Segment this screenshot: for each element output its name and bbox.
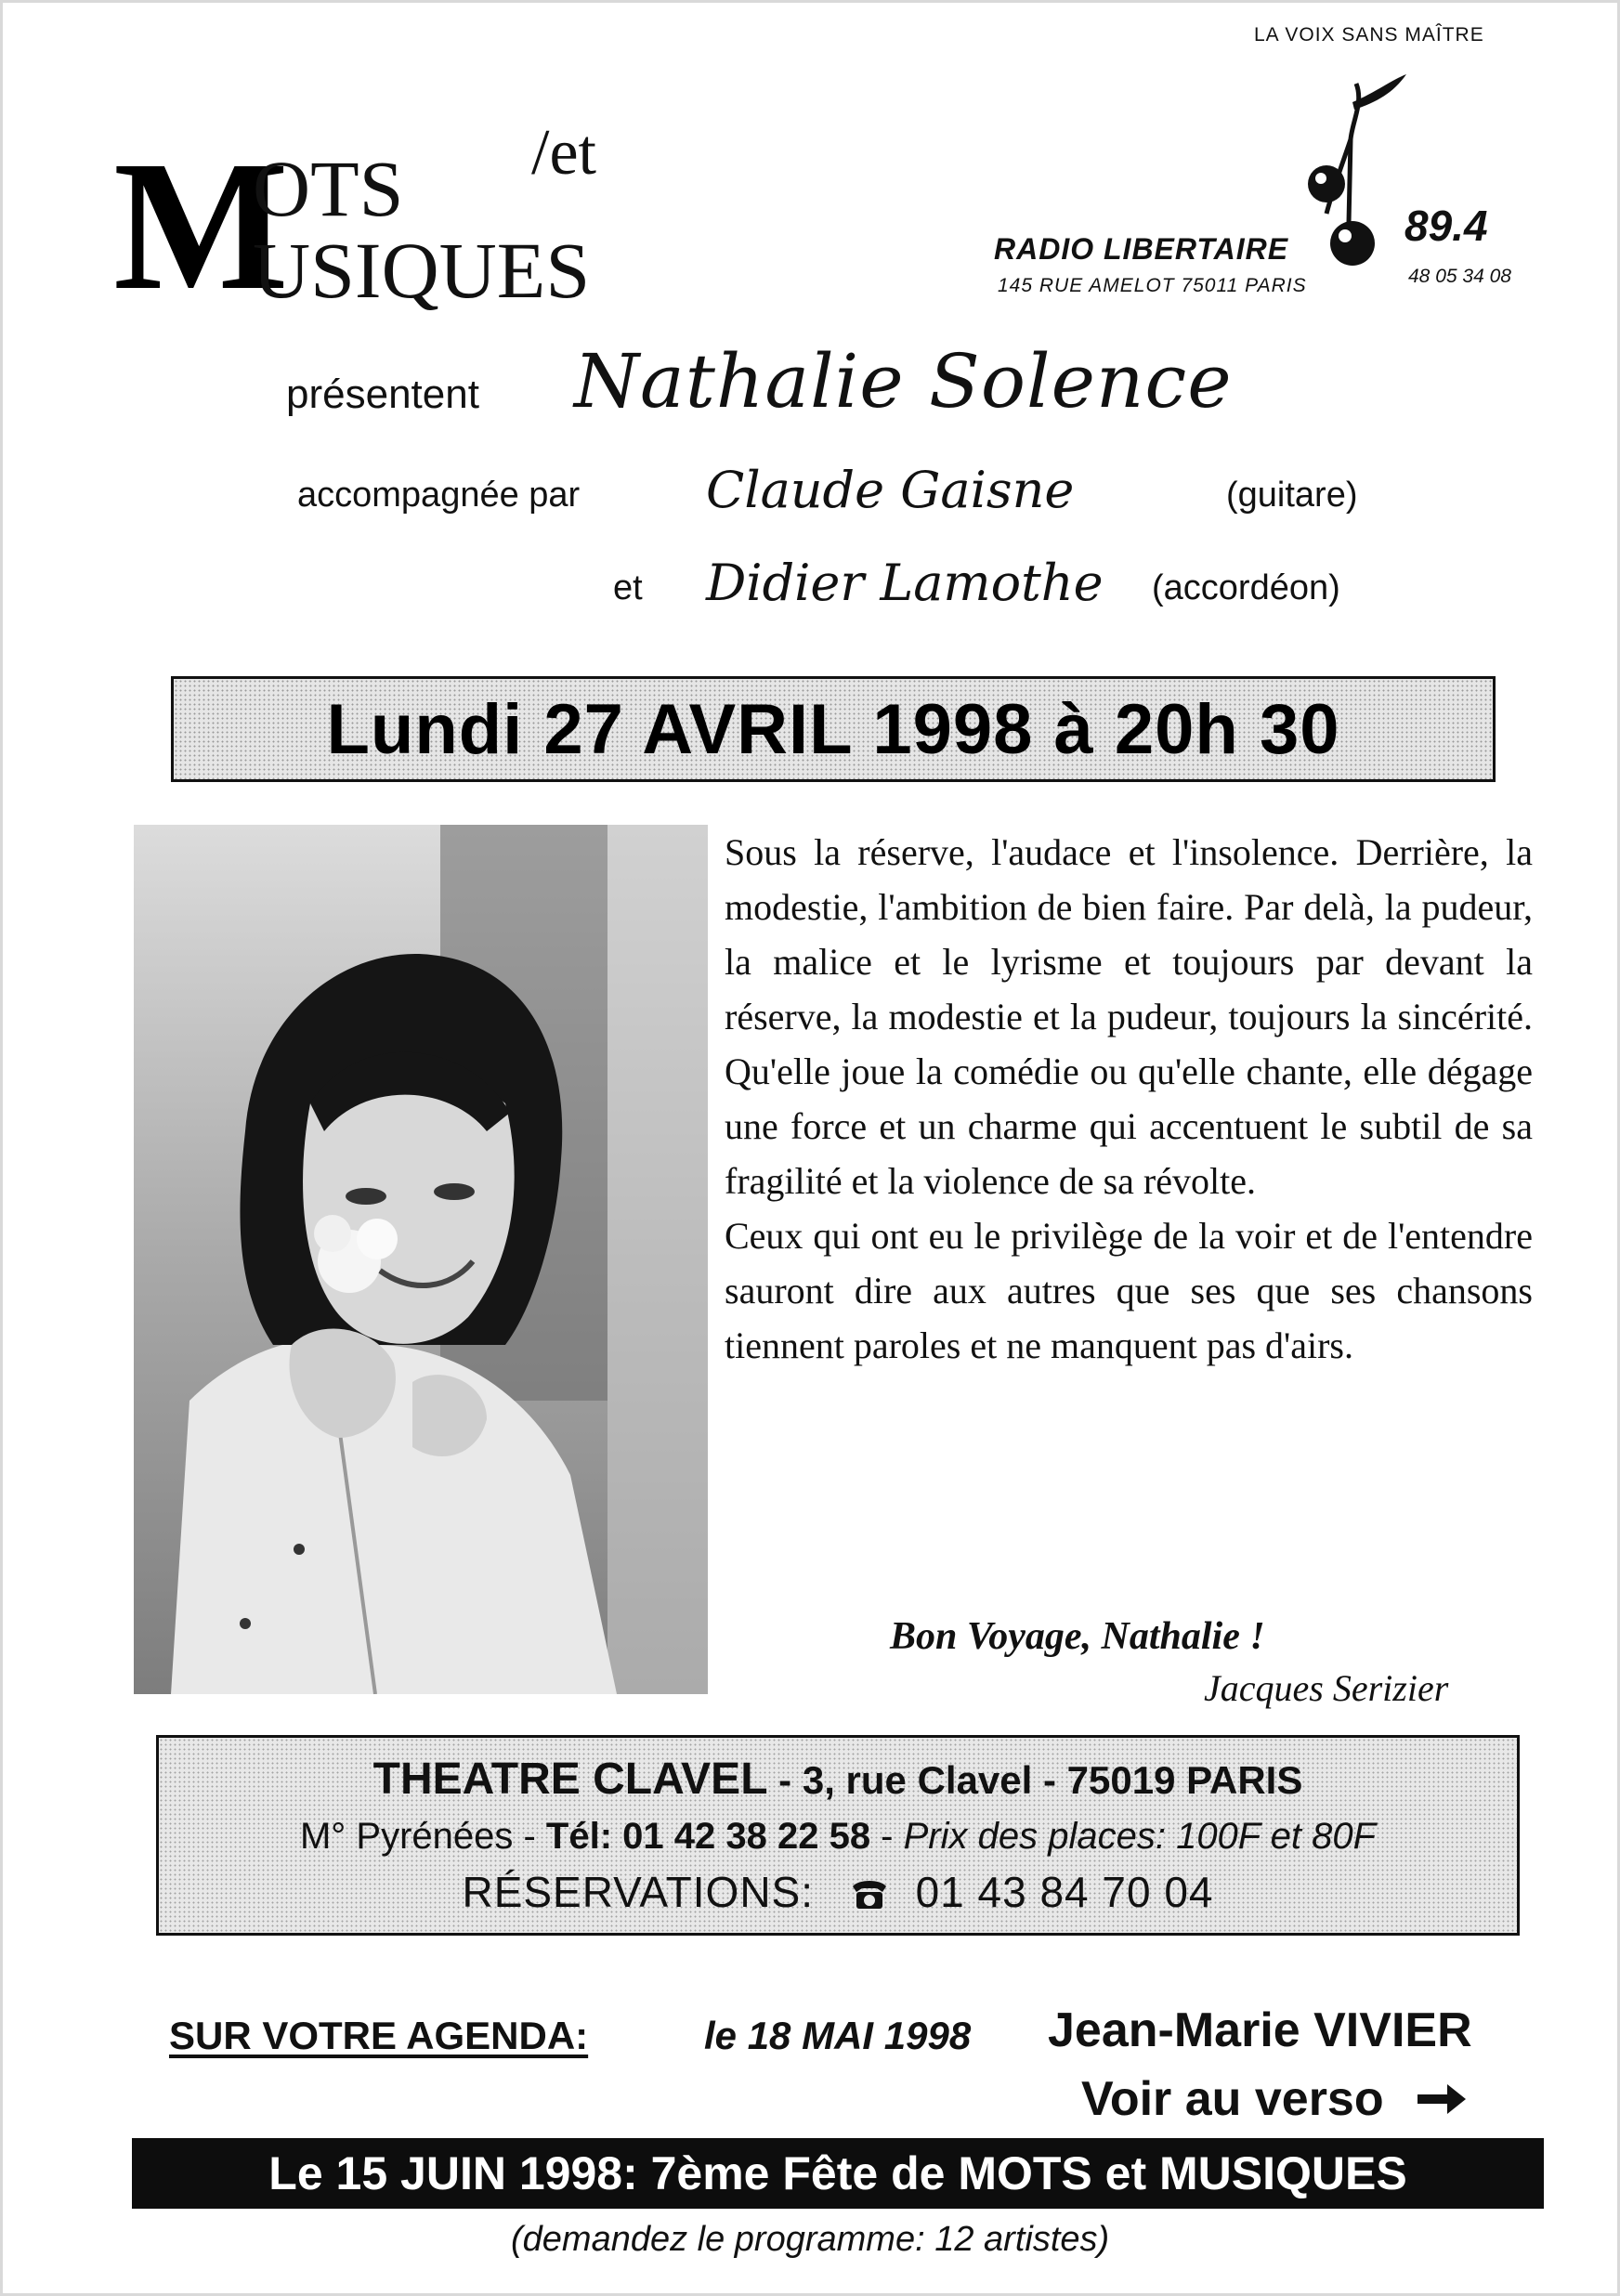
musician-2: Didier Lamothe	[706, 554, 1104, 612]
radio-slogan: LA VOIX SANS MAÎTRE	[1254, 24, 1484, 46]
venue-line-2	[159, 1809, 1517, 1863]
radio-frequency: 89.4	[1404, 202, 1488, 250]
logo-line-musiques: USIQUES	[253, 226, 591, 315]
accompanied-text: accompagnée par	[297, 476, 581, 515]
venue-line-1	[159, 1751, 1517, 1809]
artist-name: Nathalie Solence	[574, 338, 1233, 424]
event-date-box	[171, 676, 1496, 782]
venue-telephone: Tél: 01 42 38 22 58	[545, 1816, 871, 1857]
artist-photo	[134, 825, 708, 1694]
arrow-right-icon	[1414, 2081, 1470, 2118]
cherry-icon	[1300, 74, 1412, 279]
instrument-1: (guitare)	[1226, 476, 1358, 515]
venue-prices: Prix des places: 100F et 80F	[903, 1816, 1377, 1857]
agenda-artist: Jean-Marie VIVIER	[1048, 2003, 1472, 2057]
agenda-label: SUR VOTRE AGENDA:	[169, 2014, 589, 2057]
description-text	[725, 825, 1533, 1373]
logo-initial: M	[113, 124, 285, 329]
venue-address: 3, rue Clavel - 75019 PARIS	[802, 1758, 1303, 1802]
musician-1: Claude Gaisne	[706, 461, 1075, 519]
logo-et: /et	[531, 117, 596, 189]
signoff: Bon Voyage, Nathalie !	[890, 1615, 1265, 1658]
radio-address: 145 RUE AMELOT 75011 PARIS	[998, 275, 1307, 296]
venue-separator-1: -	[767, 1758, 803, 1802]
mots-musiques-logo	[113, 117, 652, 329]
logo-line-mots: OTS	[253, 144, 404, 233]
presents-text: présentent	[286, 372, 479, 417]
and-text: et	[613, 568, 643, 607]
reservations-label: RÉSERVATIONS:	[462, 1868, 814, 1916]
venue-name: THEATRE CLAVEL	[372, 1755, 768, 1804]
radio-name: RADIO LIBERTAIRE	[994, 232, 1289, 266]
fete-banner	[132, 2138, 1544, 2209]
venue-separator-2: -	[513, 1816, 546, 1857]
venue-metro: M° Pyrénées	[299, 1816, 514, 1857]
fete-text: Le 15 JUIN 1998: 7ème Fête de MOTS et MUSIQUES	[268, 2147, 1407, 2199]
agenda-verso: Voir au verso	[1081, 2072, 1384, 2126]
reservations-phone: 01 43 84 70 04	[915, 1868, 1214, 1916]
venue-line-3	[159, 1863, 1517, 1921]
instrument-2: (accordéon)	[1152, 568, 1340, 607]
author-name: Jacques Serizier	[1204, 1667, 1449, 1709]
telephone-icon	[849, 1877, 890, 1911]
portrait-illustration	[134, 825, 708, 1694]
description-paragraph-2: Ceux qui ont eu le privilège de la voir et de l'entendre sauront dire aux autres que ses que ses chansons tiennent paroles et ne manquent pas d'airs.	[725, 1215, 1533, 1366]
programme-note: (demandez le programme: 12 artistes)	[511, 2220, 1110, 2259]
venue-box	[156, 1735, 1520, 1936]
radio-phone: 48 05 34 08	[1408, 266, 1511, 287]
description-paragraph-1: Sous la réserve, l'audace et l'insolence. Derrière, la modestie, l'ambition de bien faire. Par delà, la pudeur, la malice et le lyrisme et toujours par devant la réserve, la modestie et la pudeur, toujours la sincérité. Qu'elle joue la comédie ou qu'elle chante, elle dégage une force et un charme qui accentuent le subtil de sa fragilité et la violence de sa révolte.	[725, 831, 1533, 1202]
event-datetime: Lundi 27 AVRIL 1998 à 20h 30	[326, 689, 1340, 769]
venue-separator-3: -	[870, 1816, 904, 1857]
agenda-date: le 18 MAI 1998	[704, 2014, 972, 2057]
